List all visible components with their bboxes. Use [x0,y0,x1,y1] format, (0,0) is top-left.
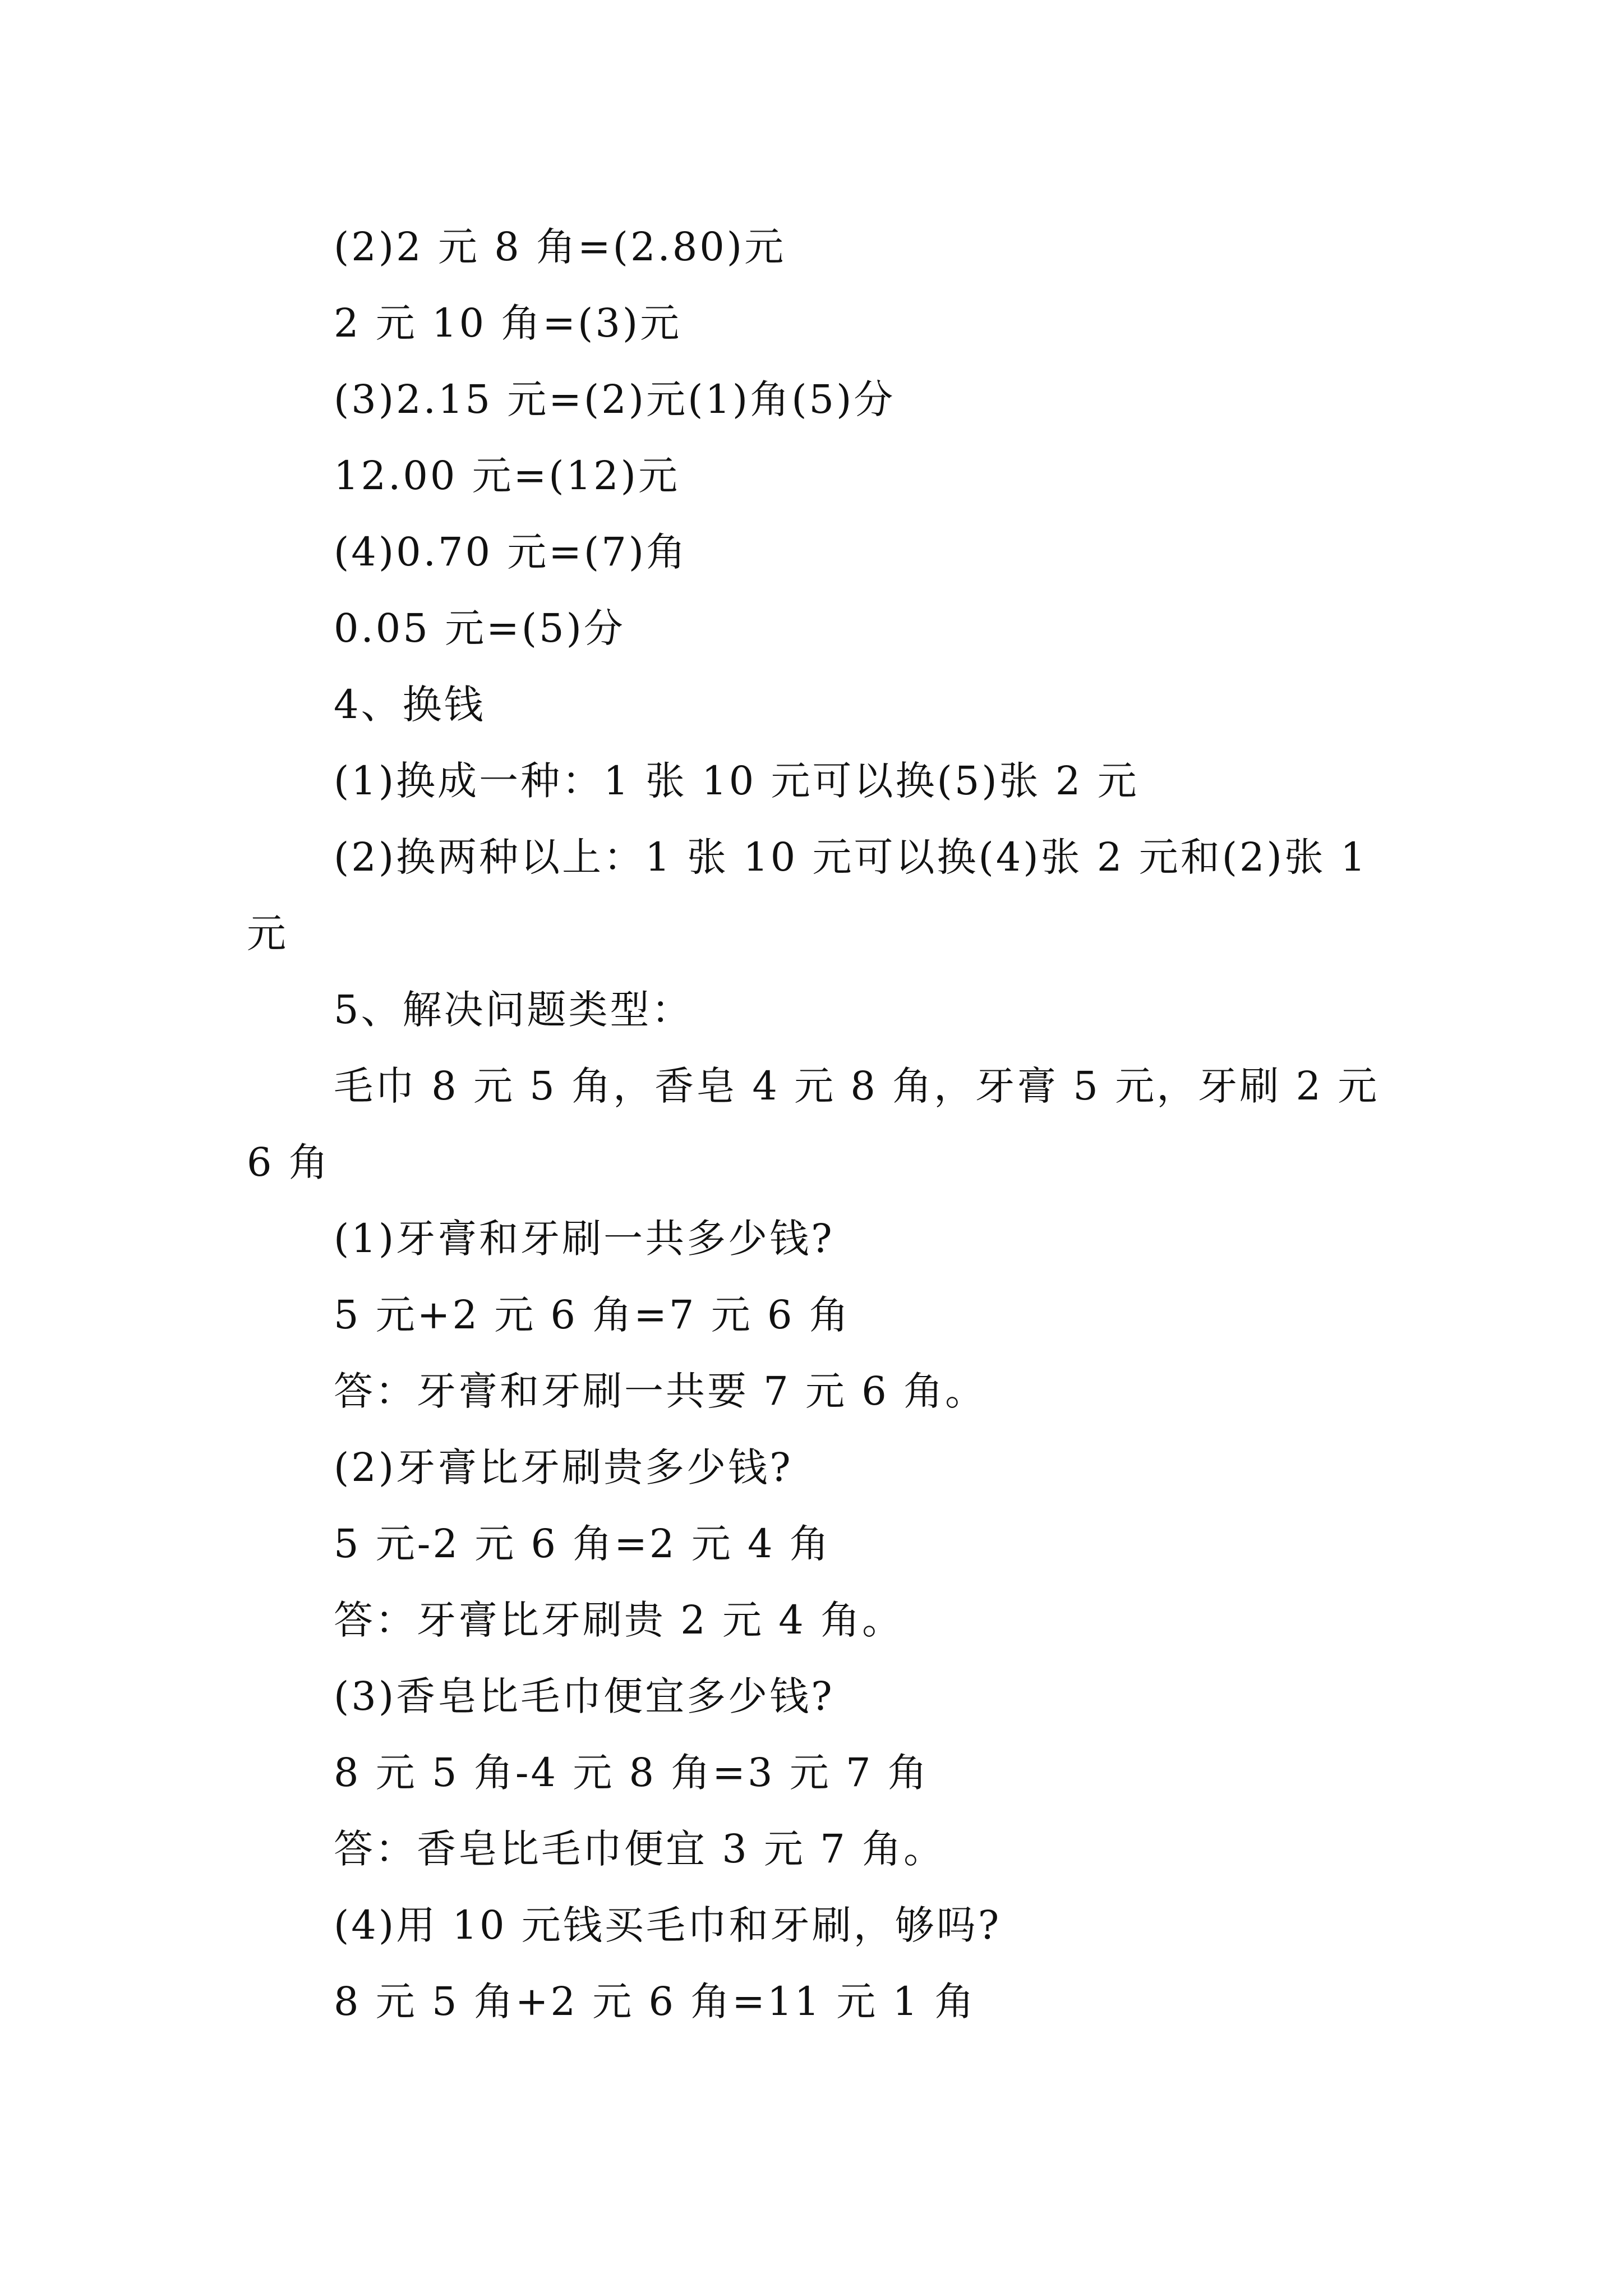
paragraph: (1)换成一种：1 张 10 元可以换(5)张 2 元 [334,758,1139,804]
equation: 8 元 5 角-4 元 8 角=3 元 7 角 [334,1750,929,1796]
paragraph: 12.00 元=(12)元 [334,453,680,499]
document-body [247,209,1385,2040]
question: (4)用 10 元钱买毛巾和牙刷，够吗? [334,1902,1002,1948]
question: (2)牙膏比牙刷贵多少钱? [334,1444,793,1490]
paragraph: (3)2.15 元=(2)元(1)角(5)分 [334,376,896,422]
paragraph: (2)换两种以上：1 张 10 元可以换(4)张 2 元和(2)张 1 元 [247,834,1368,956]
answer: 答：香皂比毛巾便宜 3 元 7 角。 [334,1826,946,1872]
section-heading: 5、解决问题类型： [334,987,693,1033]
equation: 8 元 5 角+2 元 6 角=11 元 1 角 [334,1978,976,2024]
equation: 5 元+2 元 6 角=7 元 6 角 [334,1292,851,1338]
paragraph: 2 元 10 角=(3)元 [334,300,682,346]
paragraph: 0.05 元=(5)分 [334,605,625,651]
paragraph: (4)0.70 元=(7)角 [334,529,688,575]
question: (3)香皂比毛巾便宜多少钱? [334,1673,834,1719]
answer: 答：牙膏比牙刷贵 2 元 4 角。 [334,1597,904,1643]
equation: 5 元-2 元 6 角=2 元 4 角 [334,1521,831,1567]
section-heading: 4、换钱 [334,682,486,728]
paragraph: (2)2 元 8 角=(2.80)元 [334,224,786,270]
answer: 答：牙膏和牙刷一共要 7 元 6 角。 [334,1368,987,1414]
question: (1)牙膏和牙刷一共多少钱? [334,1216,834,1262]
paragraph: 毛巾 8 元 5 角，香皂 4 元 8 角，牙膏 5 元，牙刷 2 元 6 角 [247,1063,1380,1185]
